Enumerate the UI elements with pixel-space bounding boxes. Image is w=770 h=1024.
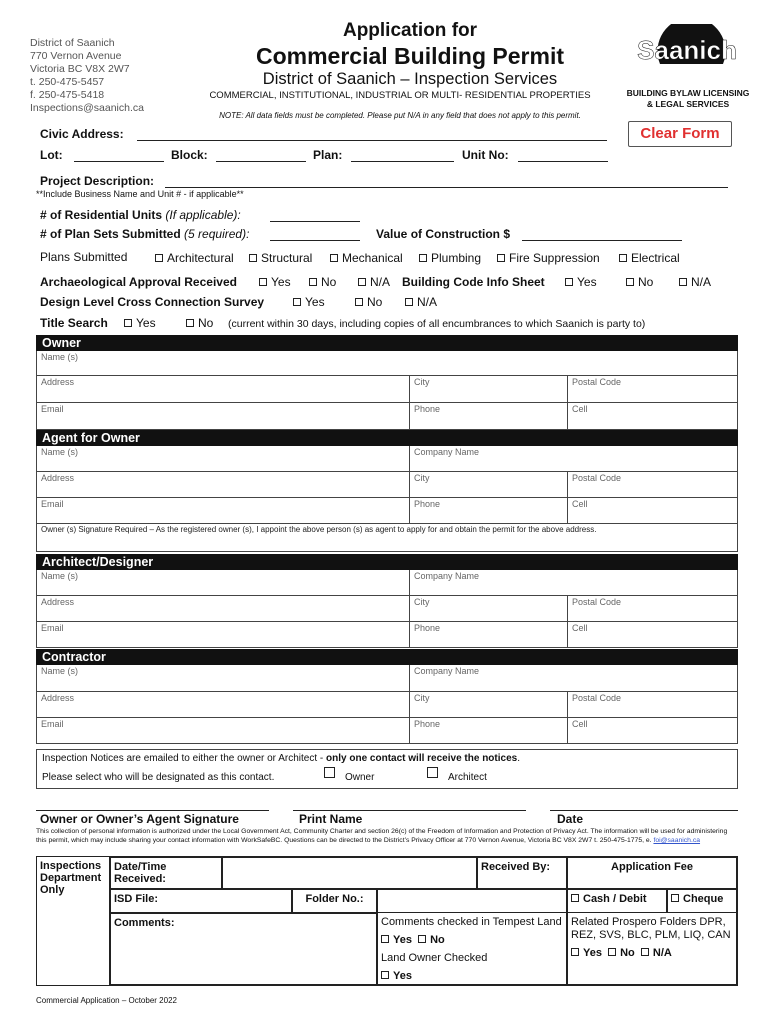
archaeological-yes-checkbox[interactable]: Yes xyxy=(259,275,291,289)
tempest-checks: Comments checked in Tempest Land Yes No Land Owner Checked Yes xyxy=(377,913,567,985)
plan-electrical-checkbox[interactable]: Electrical xyxy=(619,251,680,265)
value-construction-input[interactable] xyxy=(522,227,682,241)
architect-cell-field[interactable]: Cell xyxy=(567,622,737,647)
signature-line[interactable] xyxy=(36,810,269,811)
contractor-name-field[interactable]: Name (s) xyxy=(41,666,79,676)
plan-fire-suppression-checkbox[interactable]: Fire Suppression xyxy=(497,251,600,265)
date-label: Date xyxy=(557,812,584,826)
lot-label: Lot: xyxy=(40,148,63,162)
privacy-email-link[interactable]: foi@saanich.ca xyxy=(653,836,701,844)
architect-name-field[interactable]: Name (s) xyxy=(41,571,79,581)
plans-submitted-label: Plans Submitted xyxy=(40,250,128,264)
architect-city-field[interactable]: City xyxy=(409,596,567,621)
cross-connection-no-checkbox[interactable]: No xyxy=(355,295,382,309)
owner-name-field[interactable]: Name (s) xyxy=(41,352,79,362)
owner-city-field[interactable]: City xyxy=(409,376,567,402)
date-line[interactable] xyxy=(550,810,738,811)
related-yes-checkbox[interactable]: Yes xyxy=(571,947,602,959)
logo-word: Saanich xyxy=(637,35,737,65)
architect-postal-field[interactable]: Postal Code xyxy=(567,596,737,621)
folder-no-input[interactable] xyxy=(377,889,567,913)
residential-units-label: # of Residential Units (If applicable): xyxy=(40,208,241,222)
owner-email-field[interactable]: Email xyxy=(41,404,64,414)
tempest-yes-checkbox[interactable]: Yes xyxy=(381,934,412,946)
project-description-label: Project Description: xyxy=(40,174,155,188)
block-input[interactable] xyxy=(216,148,306,162)
district-address: District of Saanich 770 Vernon Avenue Victoria BC V8X 2W7 t. 250-475-5457 f. 250-475-5418 Inspections@saanich.ca xyxy=(30,37,144,114)
agent-address-field[interactable]: Address xyxy=(41,473,75,483)
date-received-input[interactable] xyxy=(222,857,477,889)
agent-city-field[interactable]: City xyxy=(409,472,567,497)
completion-note: NOTE: All data fields must be completed. Please put N/A in any field that does not apply to this permit. xyxy=(219,111,581,120)
title-search-note: (current within 30 days, including copies of all encumbrances to which Saanich is party to) xyxy=(228,318,646,330)
archaeological-no-checkbox[interactable]: No xyxy=(309,275,336,289)
agent-company-field[interactable]: Company Name xyxy=(409,446,737,471)
title-line-3: District of Saanich – Inspection Services xyxy=(262,70,558,88)
print-name-line[interactable] xyxy=(293,810,526,811)
related-na-checkbox[interactable]: N/A xyxy=(641,947,672,959)
footer: Commercial Application – October 2022 xyxy=(36,996,177,1005)
logo-subtitle: BUILDING BYLAW LICENSING & LEGAL SERVICES xyxy=(626,88,750,109)
block-label: Block: xyxy=(171,148,208,162)
cross-connection-label: Design Level Cross Connection Survey xyxy=(40,295,265,309)
agent-postal-field[interactable]: Postal Code xyxy=(567,472,737,497)
notice-line-1: Inspection Notices are emailed to either the owner or Architect - only one contact will receive the notices. xyxy=(42,753,520,764)
title-search-no-checkbox[interactable]: No xyxy=(186,316,213,330)
clear-form-button[interactable]: Clear Form xyxy=(628,121,732,147)
notice-box xyxy=(36,749,738,789)
agent-email-field[interactable]: Email xyxy=(41,499,64,509)
plan-mechanical-checkbox[interactable]: Mechanical xyxy=(330,251,403,265)
architect-email-field[interactable]: Email xyxy=(41,623,64,633)
section-contractor: Contractor xyxy=(36,649,738,665)
tempest-no-checkbox[interactable]: No xyxy=(418,934,445,946)
plan-sets-input[interactable] xyxy=(270,227,360,241)
plan-sets-label: # of Plan Sets Submitted (5 required): xyxy=(40,227,250,241)
civic-address-label: Civic Address: xyxy=(40,127,124,141)
plan-architectural-checkbox[interactable]: Architectural xyxy=(155,251,234,265)
contractor-grid xyxy=(36,665,738,744)
residential-units-input[interactable] xyxy=(270,208,360,222)
office-use-box xyxy=(36,856,738,986)
page-title: Commercial Building Permit xyxy=(255,43,564,69)
related-no-checkbox[interactable]: No xyxy=(608,947,635,959)
cross-connection-yes-checkbox[interactable]: Yes xyxy=(293,295,325,309)
building-code-label: Building Code Info Sheet xyxy=(402,275,545,289)
value-construction-label: Value of Construction $ xyxy=(376,227,511,241)
cross-connection-na-checkbox[interactable]: N/A xyxy=(405,295,437,309)
comments-field[interactable]: Comments: xyxy=(110,913,377,985)
land-owner-yes-checkbox[interactable]: Yes xyxy=(381,970,563,982)
agent-grid xyxy=(36,446,738,552)
title-line-1: Application for xyxy=(342,20,478,41)
owner-postal-field[interactable]: Postal Code xyxy=(567,376,737,402)
plan-label: Plan: xyxy=(313,148,343,162)
agent-cell-field[interactable]: Cell xyxy=(567,498,737,523)
agent-signature-field[interactable]: Owner (s) Signature Required – As the registered owner (s), I appoint the above person (s) as agent to apply for and obtain the permit for the above address. xyxy=(41,525,597,534)
related-folders: Related Prospero Folders DPR, REZ, SVS, BLC, PLM, LIQ, CAN Yes No N/A xyxy=(567,913,737,985)
archaeological-label: Archaeological Approval Received xyxy=(40,275,237,289)
building-code-na-checkbox[interactable]: N/A xyxy=(679,275,711,289)
owner-cell-field[interactable]: Cell xyxy=(567,403,737,429)
notice-architect-checkbox[interactable]: Architect xyxy=(427,767,487,783)
notice-line-2: Please select who will be designated as this contact. xyxy=(42,772,275,783)
civic-address-input[interactable] xyxy=(137,127,607,141)
isd-file-label[interactable]: ISD File: xyxy=(110,889,292,913)
agent-name-field[interactable]: Name (s) xyxy=(41,447,79,457)
section-architect: Architect/Designer xyxy=(36,554,738,570)
architect-phone-field[interactable]: Phone xyxy=(409,622,567,647)
department-only-label: Inspections Department Only xyxy=(37,857,110,985)
contractor-postal-field[interactable]: Postal Code xyxy=(567,692,737,717)
plan-plumbing-checkbox[interactable]: Plumbing xyxy=(419,251,481,265)
contractor-email-field[interactable]: Email xyxy=(41,719,64,729)
contractor-address-field[interactable]: Address xyxy=(41,693,75,703)
contractor-company-field[interactable]: Company Name xyxy=(409,665,737,691)
lot-input[interactable] xyxy=(74,148,164,162)
cheque-checkbox[interactable]: Cheque xyxy=(667,889,737,913)
title-search-label: Title Search xyxy=(40,316,108,330)
include-note: **Include Business Name and Unit # - if applicable** xyxy=(36,189,244,199)
architect-company-field[interactable]: Company Name xyxy=(409,570,737,595)
section-owner: Owner xyxy=(36,335,738,351)
notice-owner-checkbox[interactable]: Owner xyxy=(324,767,374,783)
owner-grid xyxy=(36,351,738,430)
agent-phone-field[interactable]: Phone xyxy=(409,498,567,523)
date-received-label: Date/Time Received: xyxy=(110,857,222,889)
archaeological-na-checkbox[interactable]: N/A xyxy=(358,275,390,289)
project-description-input[interactable] xyxy=(165,174,728,188)
owner-phone-field[interactable]: Phone xyxy=(409,403,567,429)
section-agent: Agent for Owner xyxy=(36,430,738,446)
cash-debit-checkbox[interactable]: Cash / Debit xyxy=(567,889,667,913)
folder-no-label: Folder No.: xyxy=(292,889,377,913)
unit-no-label: Unit No: xyxy=(462,148,509,162)
plan-structural-checkbox[interactable]: Structural xyxy=(249,251,312,265)
architect-grid xyxy=(36,570,738,648)
plan-input[interactable] xyxy=(351,148,454,162)
building-code-no-checkbox[interactable]: No xyxy=(626,275,653,289)
title-line-4: COMMERCIAL, INSTITUTIONAL, INDUSTRIAL OR MULTI- RESIDENTIAL PROPERTIES xyxy=(209,90,591,101)
received-by-label: Received By: xyxy=(477,857,567,889)
print-name-label: Print Name xyxy=(299,812,363,826)
signature-label: Owner or Owner’s Agent Signature xyxy=(40,812,239,826)
contractor-city-field[interactable]: City xyxy=(409,692,567,717)
building-code-yes-checkbox[interactable]: Yes xyxy=(565,275,597,289)
contractor-cell-field[interactable]: Cell xyxy=(567,718,737,743)
application-fee-label: Application Fee xyxy=(567,857,737,889)
contractor-phone-field[interactable]: Phone xyxy=(409,718,567,743)
unit-no-input[interactable] xyxy=(518,148,608,162)
privacy-statement: This collection of personal information is authorized under the Local Government Act, Community Charter and section 26(c) of the Freedom of Information and Protection of Privacy Act. The information will be used for administering this permit, which may include sharing your contact information with WorkSafeBC. Questions can be directed to the District’s Privacy Officer at 770 Vernon Avenue, Victoria BC V8X 2W7 t. 250-475-1775, e. foi@saanich.ca xyxy=(36,828,728,844)
title-search-yes-checkbox[interactable]: Yes xyxy=(124,316,156,330)
architect-address-field[interactable]: Address xyxy=(41,597,75,607)
owner-address-field[interactable]: Address xyxy=(41,377,75,387)
